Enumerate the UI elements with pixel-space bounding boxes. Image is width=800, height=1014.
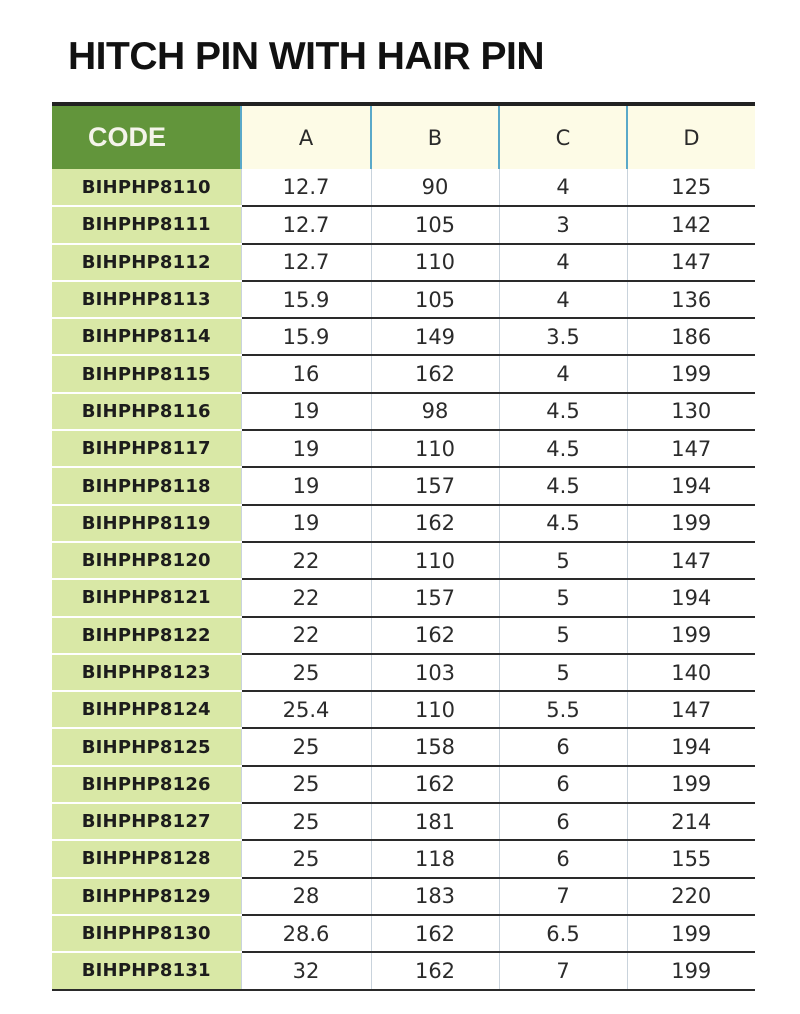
cell-a: 25.4: [241, 691, 371, 728]
cell-b: 110: [371, 430, 499, 467]
code-cell: BIHPHP8129: [52, 878, 241, 915]
table-row: [52, 393, 755, 430]
cell-c: 4: [499, 169, 627, 206]
cell-d: 220: [627, 878, 755, 915]
table-body: [52, 169, 755, 990]
cell-d: 194: [627, 728, 755, 765]
cell-c: 7: [499, 952, 627, 989]
cell-b: 110: [371, 244, 499, 281]
table-row: [52, 915, 755, 952]
table-header: [52, 104, 755, 169]
cell-c: 7: [499, 878, 627, 915]
cell-c: 4.5: [499, 467, 627, 504]
cell-c: 3.5: [499, 318, 627, 355]
code-cell: BIHPHP8124: [52, 691, 241, 728]
code-cell: BIHPHP8114: [52, 318, 241, 355]
cell-d: 199: [627, 355, 755, 392]
cell-a: 22: [241, 617, 371, 654]
cell-c: 3: [499, 206, 627, 243]
cell-c: 6.5: [499, 915, 627, 952]
table-row: [52, 766, 755, 803]
cell-a: 19: [241, 430, 371, 467]
cell-b: 157: [371, 579, 499, 616]
cell-d: 199: [627, 766, 755, 803]
table-row: [52, 169, 755, 206]
cell-b: 162: [371, 952, 499, 989]
cell-a: 25: [241, 766, 371, 803]
table-row: [52, 430, 755, 467]
code-cell: BIHPHP8131: [52, 952, 241, 989]
cell-d: 136: [627, 281, 755, 318]
cell-b: 157: [371, 467, 499, 504]
table-row: [52, 840, 755, 877]
cell-a: 25: [241, 654, 371, 691]
cell-a: 16: [241, 355, 371, 392]
cell-a: 12.7: [241, 244, 371, 281]
cell-a: 19: [241, 505, 371, 542]
cell-c: 4: [499, 355, 627, 392]
cell-c: 5: [499, 654, 627, 691]
cell-c: 6: [499, 840, 627, 877]
column-header-d: D: [627, 104, 755, 169]
cell-a: 25: [241, 728, 371, 765]
page-title: HITCH PIN WITH HAIR PIN: [68, 35, 544, 78]
table-row: [52, 691, 755, 728]
cell-d: 199: [627, 617, 755, 654]
cell-b: 118: [371, 840, 499, 877]
cell-d: 214: [627, 803, 755, 840]
cell-d: 142: [627, 206, 755, 243]
cell-c: 5: [499, 579, 627, 616]
code-cell: BIHPHP8122: [52, 617, 241, 654]
cell-b: 149: [371, 318, 499, 355]
cell-b: 162: [371, 505, 499, 542]
cell-c: 5.5: [499, 691, 627, 728]
code-cell: BIHPHP8117: [52, 430, 241, 467]
code-cell: BIHPHP8119: [52, 505, 241, 542]
cell-b: 110: [371, 691, 499, 728]
cell-a: 28.6: [241, 915, 371, 952]
cell-b: 162: [371, 766, 499, 803]
cell-c: 4.5: [499, 393, 627, 430]
cell-c: 6: [499, 766, 627, 803]
spec-table: [52, 102, 755, 991]
table-row: [52, 617, 755, 654]
cell-a: 15.9: [241, 281, 371, 318]
code-cell: BIHPHP8115: [52, 355, 241, 392]
cell-b: 105: [371, 206, 499, 243]
cell-d: 194: [627, 467, 755, 504]
table-row: [52, 542, 755, 579]
code-cell: BIHPHP8118: [52, 467, 241, 504]
cell-d: 147: [627, 691, 755, 728]
table-row: [52, 281, 755, 318]
table-row: [52, 318, 755, 355]
cell-c: 5: [499, 542, 627, 579]
code-cell: BIHPHP8116: [52, 393, 241, 430]
cell-a: 22: [241, 579, 371, 616]
table-row: [52, 952, 755, 989]
table-row: [52, 579, 755, 616]
cell-b: 158: [371, 728, 499, 765]
cell-a: 25: [241, 803, 371, 840]
cell-d: 186: [627, 318, 755, 355]
cell-d: 199: [627, 915, 755, 952]
column-header-b: B: [371, 104, 499, 169]
cell-d: 147: [627, 244, 755, 281]
cell-d: 199: [627, 505, 755, 542]
cell-d: 147: [627, 430, 755, 467]
cell-a: 15.9: [241, 318, 371, 355]
cell-c: 6: [499, 803, 627, 840]
cell-b: 98: [371, 393, 499, 430]
header-row: [52, 104, 755, 169]
code-cell: BIHPHP8123: [52, 654, 241, 691]
code-cell: BIHPHP8110: [52, 169, 241, 206]
table-row: [52, 654, 755, 691]
cell-a: 32: [241, 952, 371, 989]
cell-b: 162: [371, 617, 499, 654]
column-header-c: C: [499, 104, 627, 169]
table-row: [52, 505, 755, 542]
cell-b: 183: [371, 878, 499, 915]
table-row: [52, 355, 755, 392]
code-cell: BIHPHP8126: [52, 766, 241, 803]
table-row: [52, 244, 755, 281]
code-cell: BIHPHP8121: [52, 579, 241, 616]
table-row: [52, 206, 755, 243]
cell-c: 5: [499, 617, 627, 654]
cell-a: 25: [241, 840, 371, 877]
code-cell: BIHPHP8128: [52, 840, 241, 877]
cell-a: 22: [241, 542, 371, 579]
cell-c: 4: [499, 281, 627, 318]
table-row: [52, 803, 755, 840]
cell-a: 19: [241, 393, 371, 430]
cell-d: 155: [627, 840, 755, 877]
cell-b: 103: [371, 654, 499, 691]
code-cell: BIHPHP8113: [52, 281, 241, 318]
table-row: [52, 467, 755, 504]
cell-b: 105: [371, 281, 499, 318]
cell-d: 130: [627, 393, 755, 430]
cell-d: 199: [627, 952, 755, 989]
code-cell: BIHPHP8130: [52, 915, 241, 952]
cell-a: 19: [241, 467, 371, 504]
code-cell: BIHPHP8125: [52, 728, 241, 765]
cell-b: 162: [371, 915, 499, 952]
column-header-code: CODE: [52, 104, 241, 169]
code-cell: BIHPHP8111: [52, 206, 241, 243]
cell-d: 194: [627, 579, 755, 616]
code-cell: BIHPHP8127: [52, 803, 241, 840]
cell-d: 125: [627, 169, 755, 206]
cell-d: 140: [627, 654, 755, 691]
column-header-a: A: [241, 104, 371, 169]
table-row: [52, 728, 755, 765]
cell-c: 4.5: [499, 430, 627, 467]
cell-b: 110: [371, 542, 499, 579]
cell-c: 4.5: [499, 505, 627, 542]
cell-b: 181: [371, 803, 499, 840]
table-row: [52, 878, 755, 915]
cell-a: 12.7: [241, 206, 371, 243]
cell-b: 90: [371, 169, 499, 206]
cell-b: 162: [371, 355, 499, 392]
cell-c: 6: [499, 728, 627, 765]
cell-a: 28: [241, 878, 371, 915]
cell-a: 12.7: [241, 169, 371, 206]
code-cell: BIHPHP8120: [52, 542, 241, 579]
cell-d: 147: [627, 542, 755, 579]
cell-c: 4: [499, 244, 627, 281]
code-cell: BIHPHP8112: [52, 244, 241, 281]
